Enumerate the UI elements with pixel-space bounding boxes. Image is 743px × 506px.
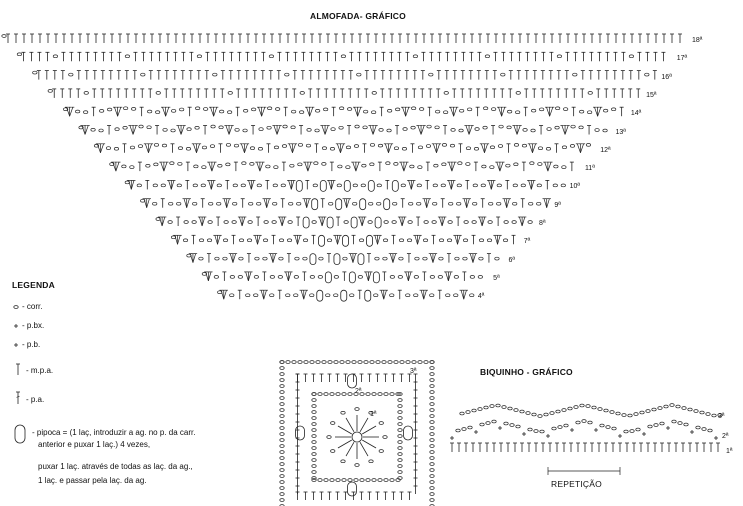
legend-popcorn-line4: 1 laç. e passar pela laç. da ag. [38,476,147,485]
legend-chain-text: - corr. [22,302,43,311]
repeat-label: REPETIÇÃO [551,479,602,489]
pillow-row-label: 14ª [630,110,642,118]
edging-row-label: 2ª [722,433,729,440]
legend-single-crochet-text: - p.bx. [22,321,45,330]
edging-row-label: 3ª [718,413,725,420]
pillow-row-label: 10ª [569,183,581,191]
pillow-row-label: 7ª [523,238,531,246]
center-square-motif [280,361,434,506]
pillow-row-label: 3ª [410,368,417,375]
legend-tr-text: - p.a. [26,395,45,404]
pillow-row-label: 5ª [493,274,500,282]
pillow-row-label: 6ª [508,256,515,264]
legend-dc-text: - p.b. [22,340,41,349]
pillow-row-label: 17ª [676,55,688,63]
legend-popcorn-line2: anterior e puxar 1 laç.) 4 vezes, [38,440,151,449]
pillow-row-label: 8ª [539,220,546,227]
legend-popcorn-line3: puxar 1 laç. através de todas as laç. da ag., [38,462,193,471]
edging-row-label: 1ª [726,448,733,455]
pillow-row-label: 2ª [355,388,362,395]
pillow-row-label: 4ª [477,293,485,301]
pillow-chart [2,34,682,301]
pillow-row-label: 9ª [554,201,561,209]
pillow-row-label: 16ª [661,73,672,81]
pillow-row-label: 1ª [370,411,377,418]
legend-title: LEGENDA [12,280,55,290]
pillow-row-label: 12ª [600,146,611,154]
pillow-chart-title: ALMOFADA- GRÁFICO [310,11,406,21]
pillow-row-label: 18ª [692,37,703,44]
legend-popcorn-line1: - pipoca = (1 laç, introduzir a ag. no p. da carr. [32,428,196,437]
legend-hdc-text: - m.p.a. [26,366,54,375]
pillow-row-label: 13ª [615,128,626,136]
edging-chart-title: BIQUINHO - GRÁFICO [480,367,573,377]
edging-chart [450,404,725,475]
pillow-row-label: 11ª [584,165,595,173]
pillow-row-label: 15ª [646,91,657,99]
